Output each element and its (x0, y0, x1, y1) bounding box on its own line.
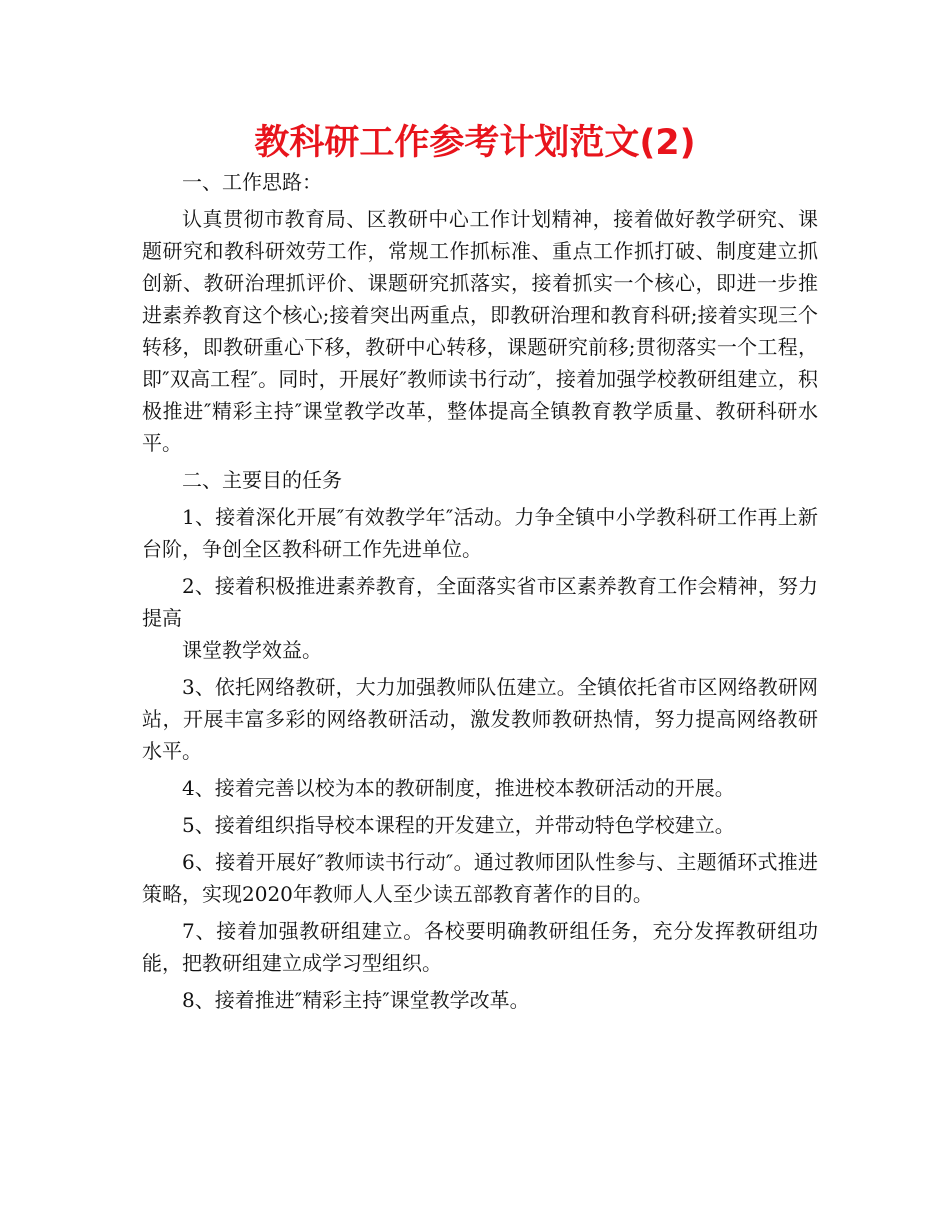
list-item-2: 2、接着积极推进素养教育，全面落实省市区素养教育工作会精神，努力提高 (142, 574, 818, 630)
list-item-1: 1、接着深化开展″有效教学年″活动。力争全镇中小学教科研工作再上新台阶，争创全区教科研工作先进单位。 (142, 505, 818, 561)
document-title: 教科研工作参考计划范文(2) (254, 123, 696, 163)
list-item-5: 5、接着组织指导校本课程的开发建立，并带动特色学校建立。 (182, 813, 735, 837)
section-heading-work-ideas: 一、工作思路： (182, 170, 322, 194)
list-item-6: 6、接着开展好″教师读书行动″。通过教师团队性参与、主题循环式推进策略，实现2020年教师人人至少读五部教育著作的目的。 (142, 850, 818, 906)
list-item-8: 8、接着推进″精彩主持″课堂教学改革。 (182, 988, 530, 1012)
list-item-7: 7、接着加强教研组建立。各校要明确教研组任务，充分发挥教研组功能，把教研组建立成学习型组织。 (142, 919, 818, 975)
document-body (142, 166, 818, 1016)
list-item-4: 4、接着完善以校为本的教研制度，推进校本教研活动的开展。 (182, 776, 735, 800)
list-item-3: 3、依托网络教研，大力加强教师队伍建立。全镇依托省市区网络教研网站，开展丰富多彩的网络教研活动，激发教师教研热情，努力提高网络教研水平。 (142, 675, 818, 763)
paragraph-work-ideas: 认真贯彻市教育局、区教研中心工作计划精神，接着做好教学研究、课题研究和教科研效劳工作，常规工作抓标准、重点工作抓打破、制度建立抓创新、教研治理抓评价、课题研究抓落实，接着抓实一个核心，即进一步推进素养教育这个核心;接着突出两重点，即教研治理和教育科研;接着实现三个转移，即教研重心下移，教研中心转移，课题研究前移;贯彻落实一个工程，即″双高工程″。同时，开展好″教师读书行动″，接着加强学校教研组建立，积极推进″精彩主持″课堂教学改革，整体提高全镇教育教学质量、教研科研水平。 (142, 207, 818, 455)
list-item-2-continued: 课堂教学效益。 (182, 638, 322, 662)
section-heading-main-goals: 二、主要目的任务 (182, 468, 342, 492)
